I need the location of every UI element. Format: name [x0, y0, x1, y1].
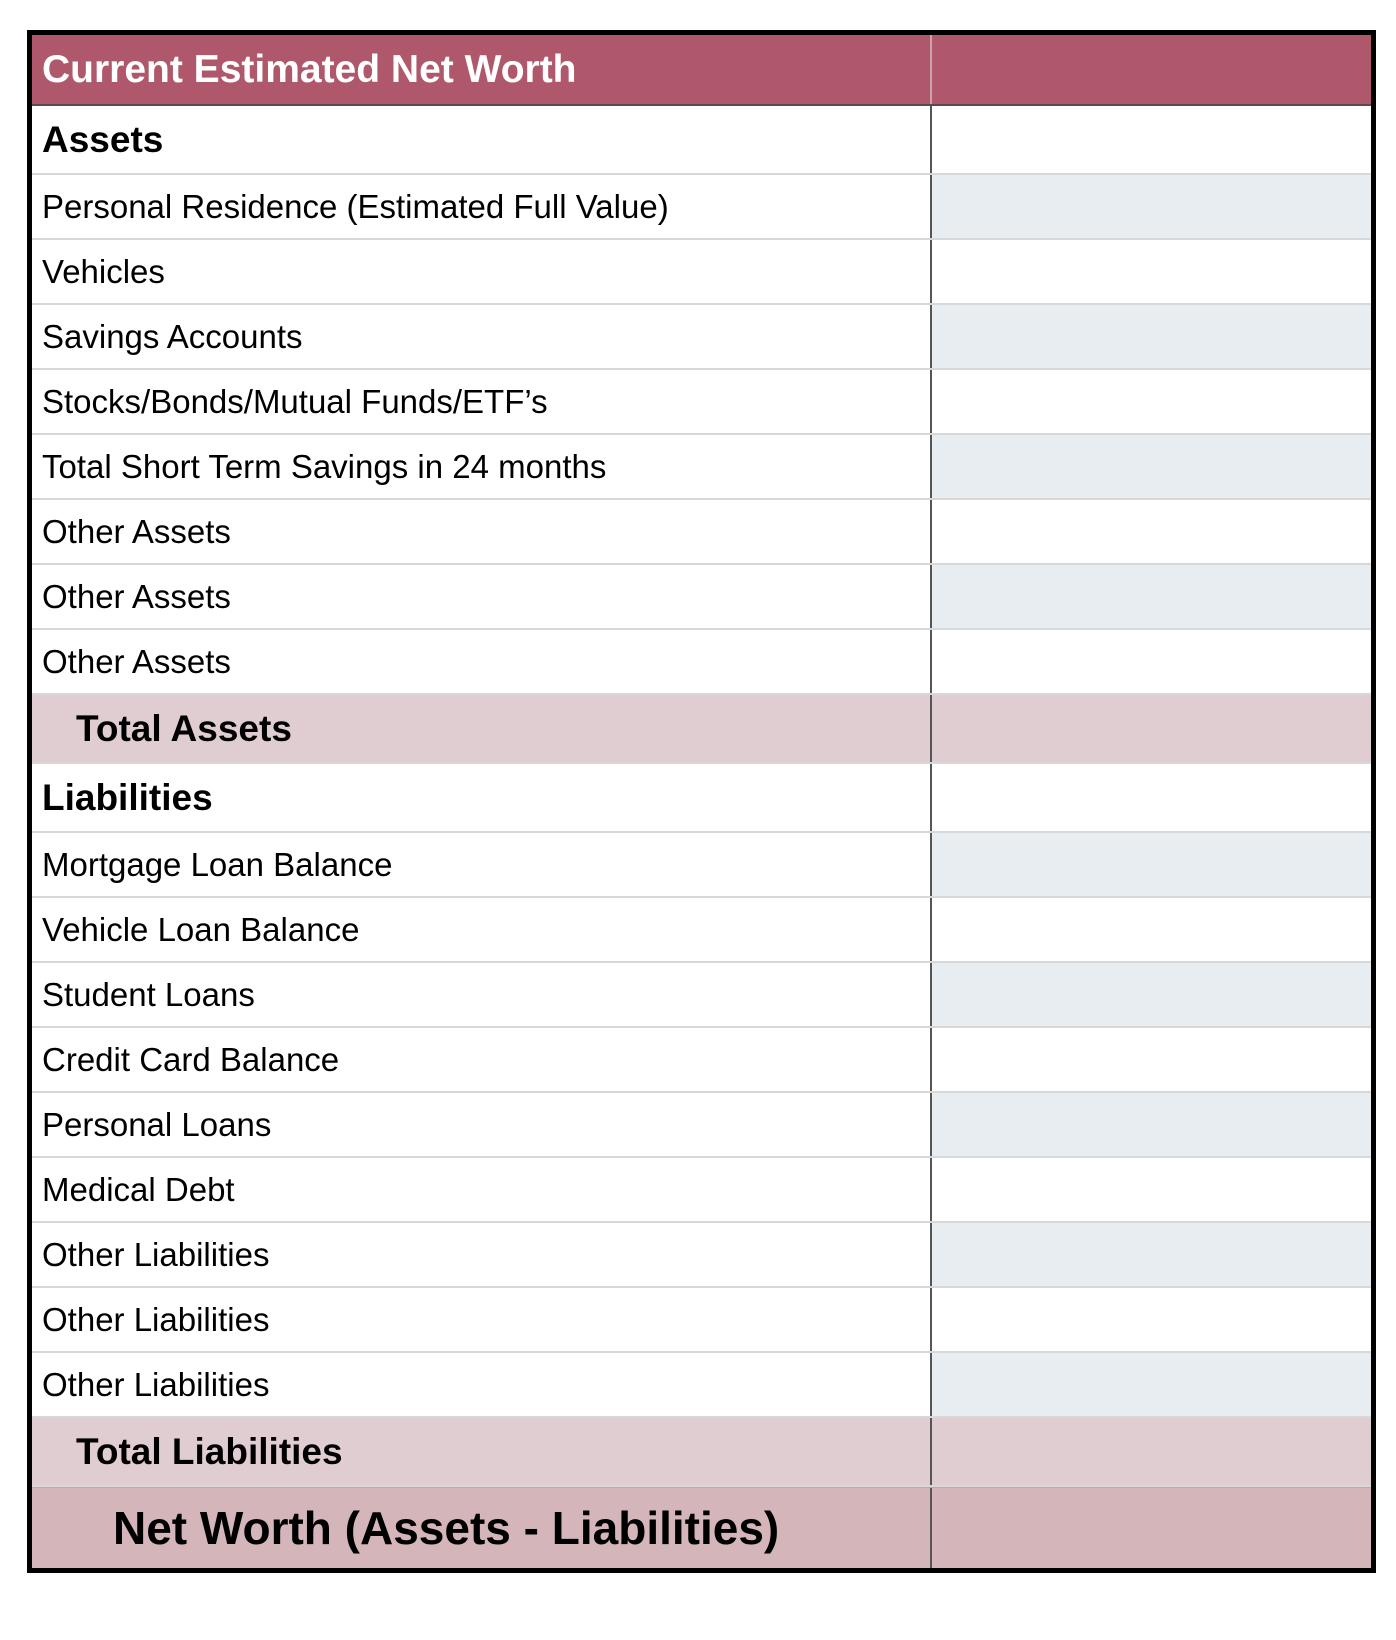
liability-value-input-personal-loans[interactable]: [932, 1093, 1371, 1156]
table-title: Current Estimated Net Worth: [32, 35, 932, 104]
table-header-row: [32, 35, 1371, 106]
liability-value-input-credit-card[interactable]: [932, 1028, 1371, 1091]
liability-row-personal-loans: [32, 1093, 1371, 1158]
asset-value-input-personal-residence[interactable]: [932, 175, 1371, 238]
net-worth-value[interactable]: [932, 1488, 1371, 1568]
liability-row-other-2: [32, 1288, 1371, 1353]
asset-row-other-3: [32, 630, 1371, 695]
liability-label: Mortgage Loan Balance: [32, 833, 932, 896]
header-value-cell: [932, 35, 1371, 104]
asset-label: Stocks/Bonds/Mutual Funds/ETF’s: [32, 370, 932, 433]
liability-value-input-medical-debt[interactable]: [932, 1158, 1371, 1221]
asset-row-personal-residence: [32, 175, 1371, 240]
asset-label: Savings Accounts: [32, 305, 932, 368]
total-assets-value[interactable]: [932, 695, 1371, 762]
asset-row-savings-accounts: [32, 305, 1371, 370]
total-liabilities-row: [32, 1418, 1371, 1487]
liability-value-input-student-loans[interactable]: [932, 963, 1371, 1026]
liabilities-heading-value-cell: [932, 764, 1371, 831]
liability-label: Other Liabilities: [32, 1288, 932, 1351]
total-assets-label: Total Assets: [32, 695, 932, 762]
liability-label: Other Liabilities: [32, 1353, 932, 1416]
asset-label: Other Assets: [32, 565, 932, 628]
asset-label: Other Assets: [32, 630, 932, 693]
asset-row-short-term-savings: [32, 435, 1371, 500]
asset-value-input-savings-accounts[interactable]: [932, 305, 1371, 368]
liability-value-input-other-1[interactable]: [932, 1223, 1371, 1286]
liability-label: Medical Debt: [32, 1158, 932, 1221]
total-liabilities-value[interactable]: [932, 1418, 1371, 1485]
assets-heading-value-cell: [932, 106, 1371, 173]
asset-label: Other Assets: [32, 500, 932, 563]
net-worth-row: [32, 1487, 1371, 1568]
asset-value-input-other-1[interactable]: [932, 500, 1371, 563]
liabilities-section-heading-row: [32, 764, 1371, 833]
total-assets-row: [32, 695, 1371, 764]
asset-value-input-stocks-bonds[interactable]: [932, 370, 1371, 433]
asset-label: Total Short Term Savings in 24 months: [32, 435, 932, 498]
liability-row-medical-debt: [32, 1158, 1371, 1223]
liability-value-input-vehicle-loan[interactable]: [932, 898, 1371, 961]
liability-label: Personal Loans: [32, 1093, 932, 1156]
assets-section-heading-row: [32, 106, 1371, 175]
asset-label: Personal Residence (Estimated Full Value): [32, 175, 932, 238]
total-liabilities-label: Total Liabilities: [32, 1418, 932, 1485]
asset-row-other-2: [32, 565, 1371, 630]
liabilities-heading: Liabilities: [32, 764, 932, 831]
liability-value-input-other-3[interactable]: [932, 1353, 1371, 1416]
liability-row-student-loans: [32, 963, 1371, 1028]
liability-value-input-mortgage[interactable]: [932, 833, 1371, 896]
liability-label: Credit Card Balance: [32, 1028, 932, 1091]
asset-value-input-vehicles[interactable]: [932, 240, 1371, 303]
liability-row-mortgage: [32, 833, 1371, 898]
asset-value-input-other-2[interactable]: [932, 565, 1371, 628]
liability-row-vehicle-loan: [32, 898, 1371, 963]
net-worth-label: Net Worth (Assets - Liabilities): [32, 1488, 932, 1568]
liability-label: Other Liabilities: [32, 1223, 932, 1286]
assets-heading: Assets: [32, 106, 932, 173]
asset-label: Vehicles: [32, 240, 932, 303]
liability-label: Student Loans: [32, 963, 932, 1026]
asset-row-stocks-bonds: [32, 370, 1371, 435]
liability-row-credit-card: [32, 1028, 1371, 1093]
liability-label: Vehicle Loan Balance: [32, 898, 932, 961]
liability-value-input-other-2[interactable]: [932, 1288, 1371, 1351]
liability-row-other-1: [32, 1223, 1371, 1288]
asset-value-input-other-3[interactable]: [932, 630, 1371, 693]
asset-value-input-short-term-savings[interactable]: [932, 435, 1371, 498]
asset-row-other-1: [32, 500, 1371, 565]
asset-row-vehicles: [32, 240, 1371, 305]
net-worth-table: [27, 30, 1376, 1573]
liability-row-other-3: [32, 1353, 1371, 1418]
